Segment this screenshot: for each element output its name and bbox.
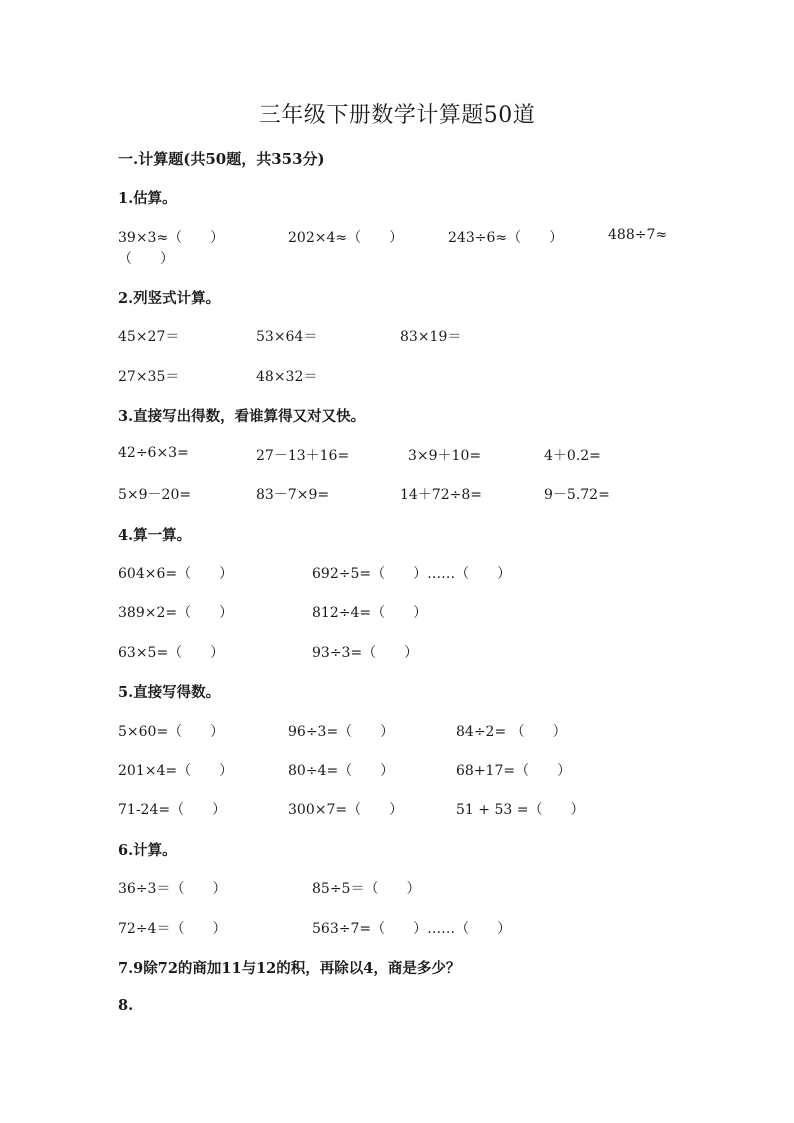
problem: 53×64＝ bbox=[256, 329, 318, 345]
question-5-heading: 5.直接写得数。 bbox=[118, 684, 221, 701]
problem: 563÷7=（ ）……（ ） bbox=[312, 921, 512, 937]
question-2-heading: 2.列竖式计算。 bbox=[118, 290, 221, 307]
question-3-heading: 3.直接写出得数，看谁算得又对又快。 bbox=[118, 408, 366, 425]
problem: 36÷3＝（ ） bbox=[118, 881, 227, 897]
problem: 68+17=（ ） bbox=[456, 763, 572, 779]
problem: 85÷5＝（ ） bbox=[312, 881, 421, 897]
problem: 488÷7≈ bbox=[608, 227, 668, 243]
problem: 243÷6≈（ ） bbox=[448, 230, 564, 246]
problem: 5×60=（ ） bbox=[118, 724, 225, 740]
problem: 3×9＋10= bbox=[408, 448, 482, 464]
problem: 63×5=（ ） bbox=[118, 645, 225, 661]
problem: 51 + 53 =（ ） bbox=[456, 802, 585, 818]
answer-blank: （ ） bbox=[118, 251, 174, 267]
problem: 42÷6×3= bbox=[118, 445, 189, 461]
problem: 45×27＝ bbox=[118, 329, 180, 345]
problem: 80÷4=（ ） bbox=[288, 763, 395, 779]
question-4-heading: 4.算一算。 bbox=[118, 527, 192, 544]
section-heading: 一.计算题(共50题，共353分) bbox=[118, 150, 325, 168]
problem: 389×2=（ ） bbox=[118, 605, 234, 621]
problem: 93÷3=（ ） bbox=[312, 645, 419, 661]
problem: 14＋72÷8= bbox=[400, 487, 482, 503]
problem: 84÷2= （ ） bbox=[456, 724, 567, 740]
problem: 71-24=（ ） bbox=[118, 802, 227, 818]
problem: 604×6=（ ） bbox=[118, 566, 234, 582]
problem: 27×35＝ bbox=[118, 369, 180, 385]
question-8-heading: 8. bbox=[118, 997, 134, 1014]
problem: 692÷5=（ ）……（ ） bbox=[312, 566, 512, 582]
problem: 48×32＝ bbox=[256, 369, 318, 385]
problem: 201×4=（ ） bbox=[118, 763, 234, 779]
problem: 27－13＋16= bbox=[256, 448, 350, 464]
problem: 83－7×9= bbox=[256, 487, 330, 503]
problem: 83×19＝ bbox=[400, 329, 462, 345]
question-1-heading: 1.估算。 bbox=[118, 190, 177, 207]
problem: 300×7=（ ） bbox=[288, 802, 404, 818]
problem: 9－5.72= bbox=[544, 487, 610, 503]
problem: 202×4≈（ ） bbox=[288, 230, 404, 246]
problem: 812÷4=（ ） bbox=[312, 605, 428, 621]
problem: 4＋0.2= bbox=[544, 448, 601, 464]
question-7-heading: 7.9除72的商加11与12的积，再除以4，商是多少？ bbox=[118, 960, 461, 977]
problem: 72÷4＝（ ） bbox=[118, 921, 227, 937]
problem: 5×9－20= bbox=[118, 487, 192, 503]
problem: 96÷3=（ ） bbox=[288, 724, 395, 740]
question-6-heading: 6.计算。 bbox=[118, 842, 177, 859]
problem: 39×3≈（ ） bbox=[118, 230, 225, 246]
page-title: 三年级下册数学计算题50道 bbox=[258, 103, 536, 128]
